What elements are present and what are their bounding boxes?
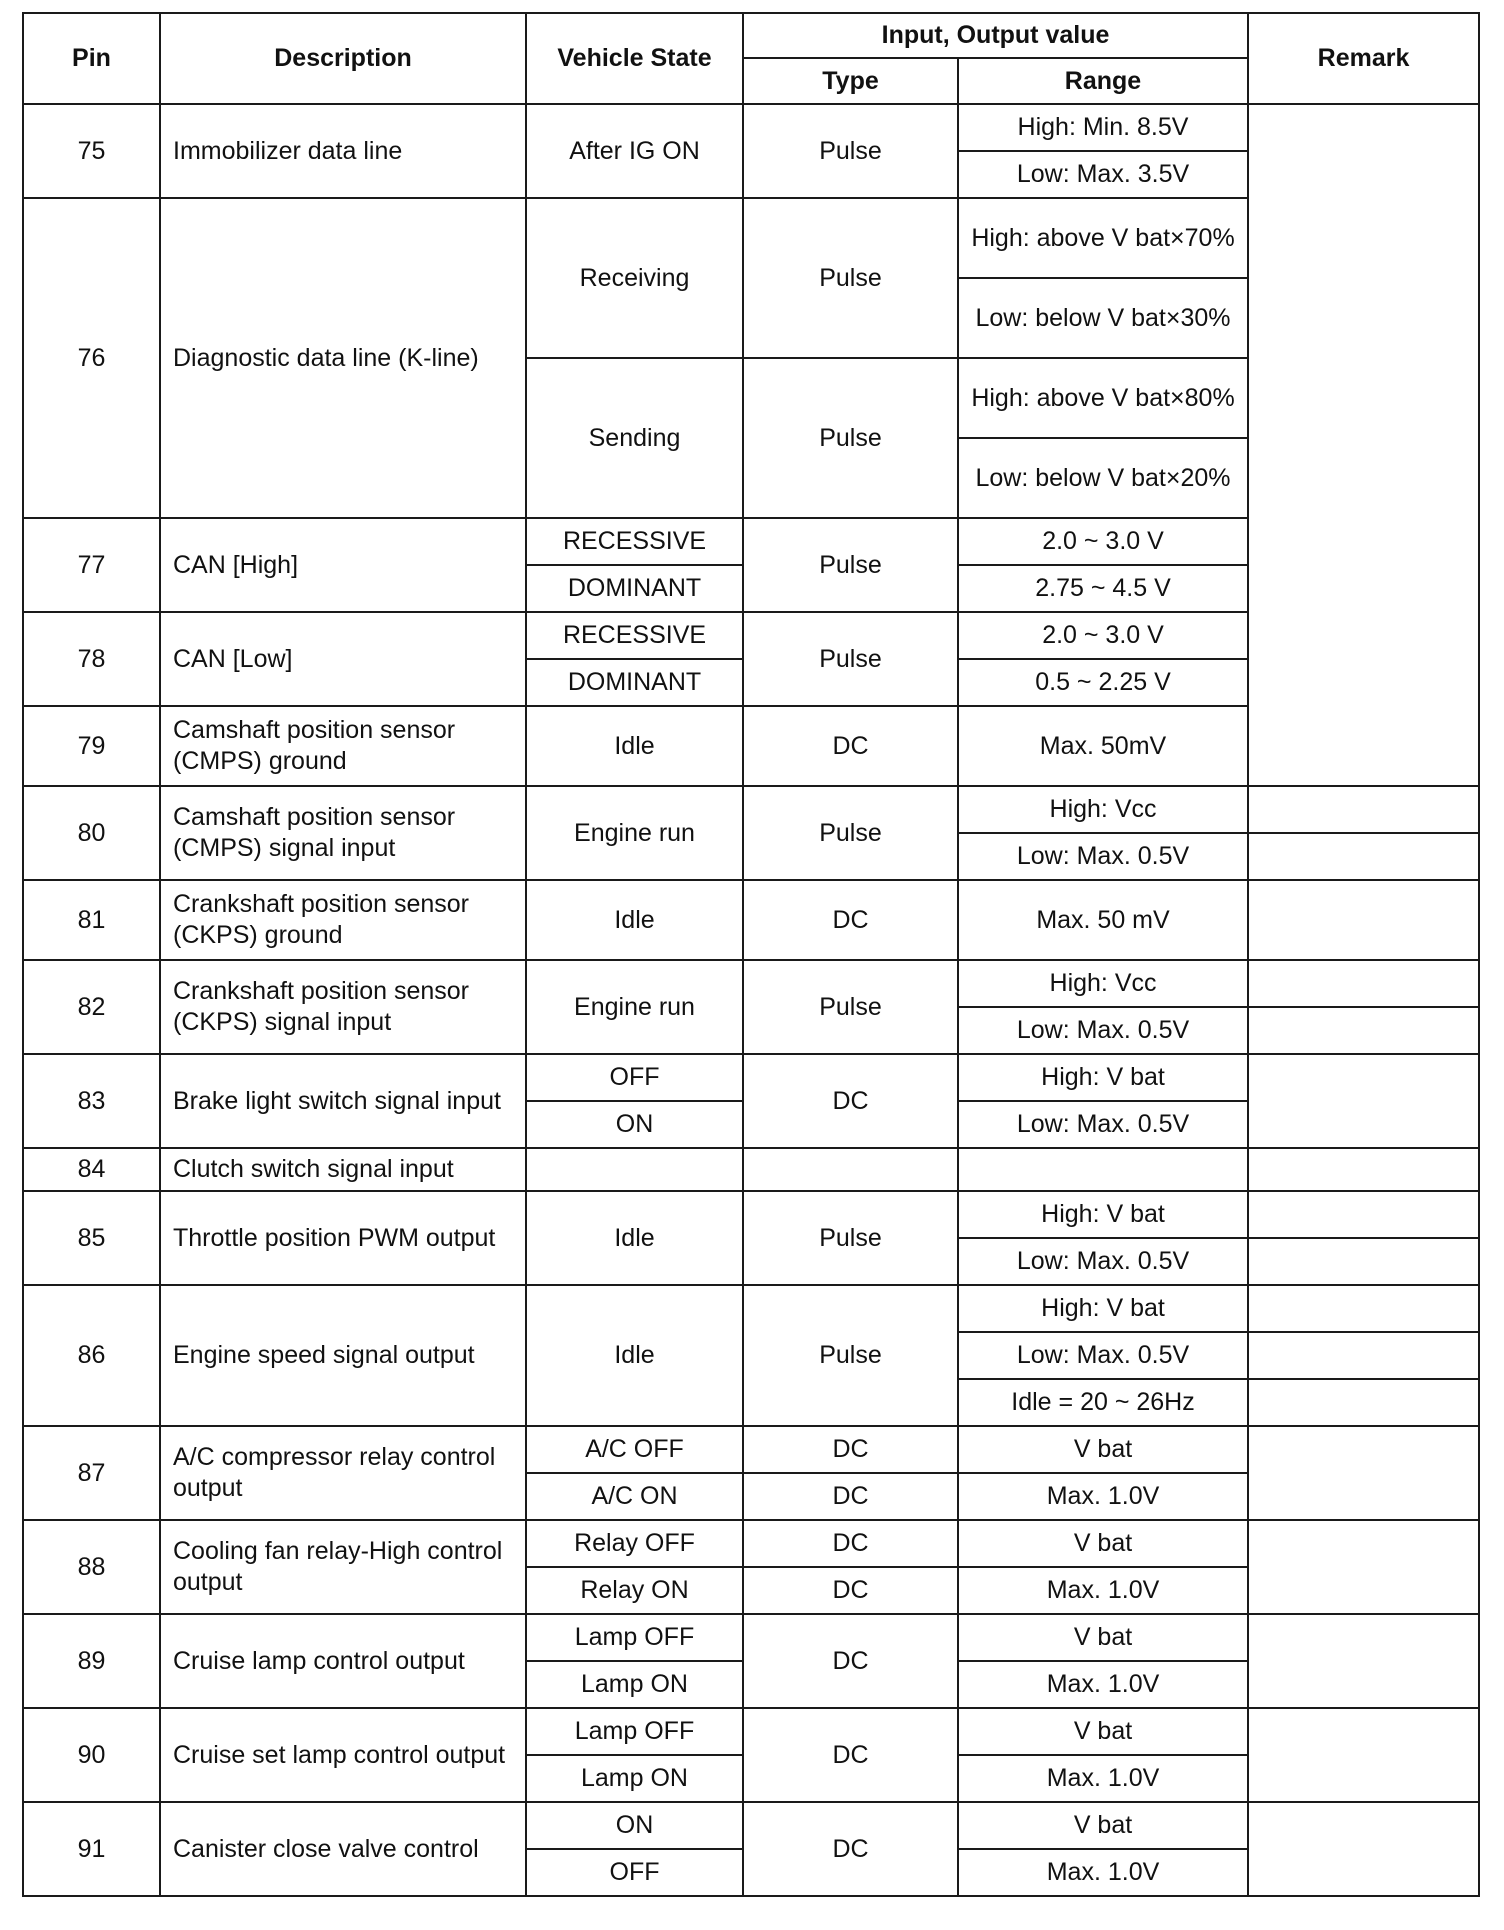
type-cell: Pulse: [743, 1285, 958, 1426]
header-row: [23, 13, 1479, 58]
range-cell: Low: Max. 0.5V: [958, 1007, 1248, 1054]
description-cell: Crankshaft position sensor (CKPS) signal input: [160, 960, 526, 1054]
state-cell: A/C OFF: [526, 1426, 743, 1473]
type-cell: DC: [743, 706, 958, 786]
range-cell: High: V bat: [958, 1285, 1248, 1332]
state-cell: Relay ON: [526, 1567, 743, 1614]
pin-cell: 88: [23, 1520, 160, 1614]
state-cell: A/C ON: [526, 1473, 743, 1520]
remark-cell: [1248, 833, 1479, 880]
range-cell: Low: Max. 0.5V: [958, 1101, 1248, 1148]
remark-cell: [1248, 1426, 1479, 1520]
range-cell: Max. 50mV: [958, 706, 1248, 786]
range-cell: V bat: [958, 1426, 1248, 1473]
range-cell: 0.5 ~ 2.25 V: [958, 659, 1248, 706]
table-row: [23, 1614, 1479, 1661]
pin-cell: 76: [23, 198, 160, 518]
type-cell: DC: [743, 1473, 958, 1520]
range-cell: High: V bat: [958, 1191, 1248, 1238]
header-remark: Remark: [1248, 13, 1479, 104]
range-cell: High: Vcc: [958, 960, 1248, 1007]
pin-table: [22, 12, 1480, 1897]
range-cell: Low: below V bat×30%: [958, 278, 1248, 358]
description-cell: Diagnostic data line (K-line): [160, 198, 526, 518]
description-cell: Engine speed signal output: [160, 1285, 526, 1426]
remark-cell: [1248, 880, 1479, 960]
pin-table-sheet: [22, 12, 1478, 1897]
header-description: Description: [160, 13, 526, 104]
range-cell: Low: Max. 3.5V: [958, 151, 1248, 198]
table-row: [23, 1802, 1479, 1849]
remark-cell: [1248, 1332, 1479, 1379]
state-cell: Lamp ON: [526, 1661, 743, 1708]
description-cell: Crankshaft position sensor (CKPS) ground: [160, 880, 526, 960]
range-cell: Low: Max. 0.5V: [958, 1238, 1248, 1285]
remark-cell: [1248, 104, 1479, 786]
state-cell: Lamp OFF: [526, 1708, 743, 1755]
remark-cell: [1248, 960, 1479, 1007]
range-cell: Max. 50 mV: [958, 880, 1248, 960]
pin-cell: 78: [23, 612, 160, 706]
state-cell: After IG ON: [526, 104, 743, 198]
pin-cell: 77: [23, 518, 160, 612]
pin-cell: 83: [23, 1054, 160, 1148]
range-cell: 2.75 ~ 4.5 V: [958, 565, 1248, 612]
table-row: [23, 880, 1479, 960]
table-row: [23, 1520, 1479, 1567]
state-cell: Receiving: [526, 198, 743, 358]
table-row: [23, 1191, 1479, 1238]
state-cell: Lamp OFF: [526, 1614, 743, 1661]
table-row: [23, 1708, 1479, 1755]
pin-cell: 85: [23, 1191, 160, 1285]
range-cell: V bat: [958, 1708, 1248, 1755]
range-cell: V bat: [958, 1614, 1248, 1661]
type-cell: DC: [743, 1614, 958, 1708]
description-cell: Cruise set lamp control output: [160, 1708, 526, 1802]
state-cell: Sending: [526, 358, 743, 518]
state-cell: RECESSIVE: [526, 518, 743, 565]
pin-cell: 84: [23, 1148, 160, 1191]
remark-cell: [1248, 1520, 1479, 1614]
pin-cell: 82: [23, 960, 160, 1054]
range-cell: High: V bat: [958, 1054, 1248, 1101]
type-cell: Pulse: [743, 960, 958, 1054]
description-cell: Throttle position PWM output: [160, 1191, 526, 1285]
type-cell: Pulse: [743, 198, 958, 358]
type-cell: DC: [743, 1567, 958, 1614]
table-row: [23, 786, 1479, 833]
range-cell: V bat: [958, 1520, 1248, 1567]
type-cell: DC: [743, 1520, 958, 1567]
state-cell: ON: [526, 1101, 743, 1148]
pin-cell: 91: [23, 1802, 160, 1896]
range-cell: Max. 1.0V: [958, 1567, 1248, 1614]
range-cell: [958, 1148, 1248, 1191]
pin-cell: 86: [23, 1285, 160, 1426]
range-cell: Idle = 20 ~ 26Hz: [958, 1379, 1248, 1426]
header-io-value: Input, Output value: [743, 13, 1248, 58]
state-cell: Idle: [526, 1285, 743, 1426]
state-cell: Engine run: [526, 786, 743, 880]
remark-cell: [1248, 786, 1479, 833]
table-row: [23, 1426, 1479, 1473]
range-cell: Max. 1.0V: [958, 1755, 1248, 1802]
state-cell: DOMINANT: [526, 659, 743, 706]
description-cell: CAN [Low]: [160, 612, 526, 706]
description-cell: Camshaft position sensor (CMPS) ground: [160, 706, 526, 786]
range-cell: High: Min. 8.5V: [958, 104, 1248, 151]
remark-cell: [1248, 1007, 1479, 1054]
pin-cell: 89: [23, 1614, 160, 1708]
table-row: [23, 1148, 1479, 1191]
range-cell: 2.0 ~ 3.0 V: [958, 612, 1248, 659]
header-type: Type: [743, 58, 958, 104]
description-cell: Clutch switch signal input: [160, 1148, 526, 1191]
description-cell: A/C compressor relay control output: [160, 1426, 526, 1520]
type-cell: Pulse: [743, 1191, 958, 1285]
range-cell: Max. 1.0V: [958, 1849, 1248, 1896]
description-cell: Canister close valve control: [160, 1802, 526, 1896]
description-cell: Cruise lamp control output: [160, 1614, 526, 1708]
state-cell: Relay OFF: [526, 1520, 743, 1567]
remark-cell: [1248, 1238, 1479, 1285]
pin-cell: 80: [23, 786, 160, 880]
state-cell: OFF: [526, 1054, 743, 1101]
range-cell: Low: Max. 0.5V: [958, 833, 1248, 880]
remark-cell: [1248, 1802, 1479, 1896]
remark-cell: [1248, 1285, 1479, 1332]
type-cell: Pulse: [743, 518, 958, 612]
remark-cell: [1248, 1148, 1479, 1191]
state-cell: OFF: [526, 1849, 743, 1896]
description-cell: Camshaft position sensor (CMPS) signal input: [160, 786, 526, 880]
pin-cell: 75: [23, 104, 160, 198]
description-cell: Immobilizer data line: [160, 104, 526, 198]
state-cell: Idle: [526, 880, 743, 960]
remark-cell: [1248, 1614, 1479, 1708]
range-cell: High: above V bat×70%: [958, 198, 1248, 278]
state-cell: Idle: [526, 1191, 743, 1285]
description-cell: Cooling fan relay-High control output: [160, 1520, 526, 1614]
table-row: [23, 1054, 1479, 1101]
description-cell: Brake light switch signal input: [160, 1054, 526, 1148]
type-cell: DC: [743, 1708, 958, 1802]
type-cell: Pulse: [743, 104, 958, 198]
header-pin: Pin: [23, 13, 160, 104]
type-cell: DC: [743, 1802, 958, 1896]
remark-cell: [1248, 1379, 1479, 1426]
range-cell: Max. 1.0V: [958, 1473, 1248, 1520]
remark-cell: [1248, 1708, 1479, 1802]
remark-cell: [1248, 1191, 1479, 1238]
type-cell: [743, 1148, 958, 1191]
pin-cell: 81: [23, 880, 160, 960]
header-range: Range: [958, 58, 1248, 104]
remark-cell: [1248, 1054, 1479, 1148]
type-cell: DC: [743, 1426, 958, 1473]
description-cell: CAN [High]: [160, 518, 526, 612]
range-cell: Low: below V bat×20%: [958, 438, 1248, 518]
state-cell: [526, 1148, 743, 1191]
table-row: [23, 104, 1479, 151]
range-cell: 2.0 ~ 3.0 V: [958, 518, 1248, 565]
state-cell: ON: [526, 1802, 743, 1849]
pin-cell: 87: [23, 1426, 160, 1520]
pin-cell: 79: [23, 706, 160, 786]
range-cell: Max. 1.0V: [958, 1661, 1248, 1708]
state-cell: DOMINANT: [526, 565, 743, 612]
range-cell: High: above V bat×80%: [958, 358, 1248, 438]
state-cell: Idle: [526, 706, 743, 786]
range-cell: Low: Max. 0.5V: [958, 1332, 1248, 1379]
type-cell: DC: [743, 880, 958, 960]
range-cell: V bat: [958, 1802, 1248, 1849]
type-cell: DC: [743, 1054, 958, 1148]
type-cell: Pulse: [743, 612, 958, 706]
state-cell: Lamp ON: [526, 1755, 743, 1802]
table-row: [23, 1285, 1479, 1332]
state-cell: RECESSIVE: [526, 612, 743, 659]
type-cell: Pulse: [743, 786, 958, 880]
pin-cell: 90: [23, 1708, 160, 1802]
state-cell: Engine run: [526, 960, 743, 1054]
range-cell: High: Vcc: [958, 786, 1248, 833]
header-vehicle-state: Vehicle State: [526, 13, 743, 104]
type-cell: Pulse: [743, 358, 958, 518]
table-row: [23, 960, 1479, 1007]
